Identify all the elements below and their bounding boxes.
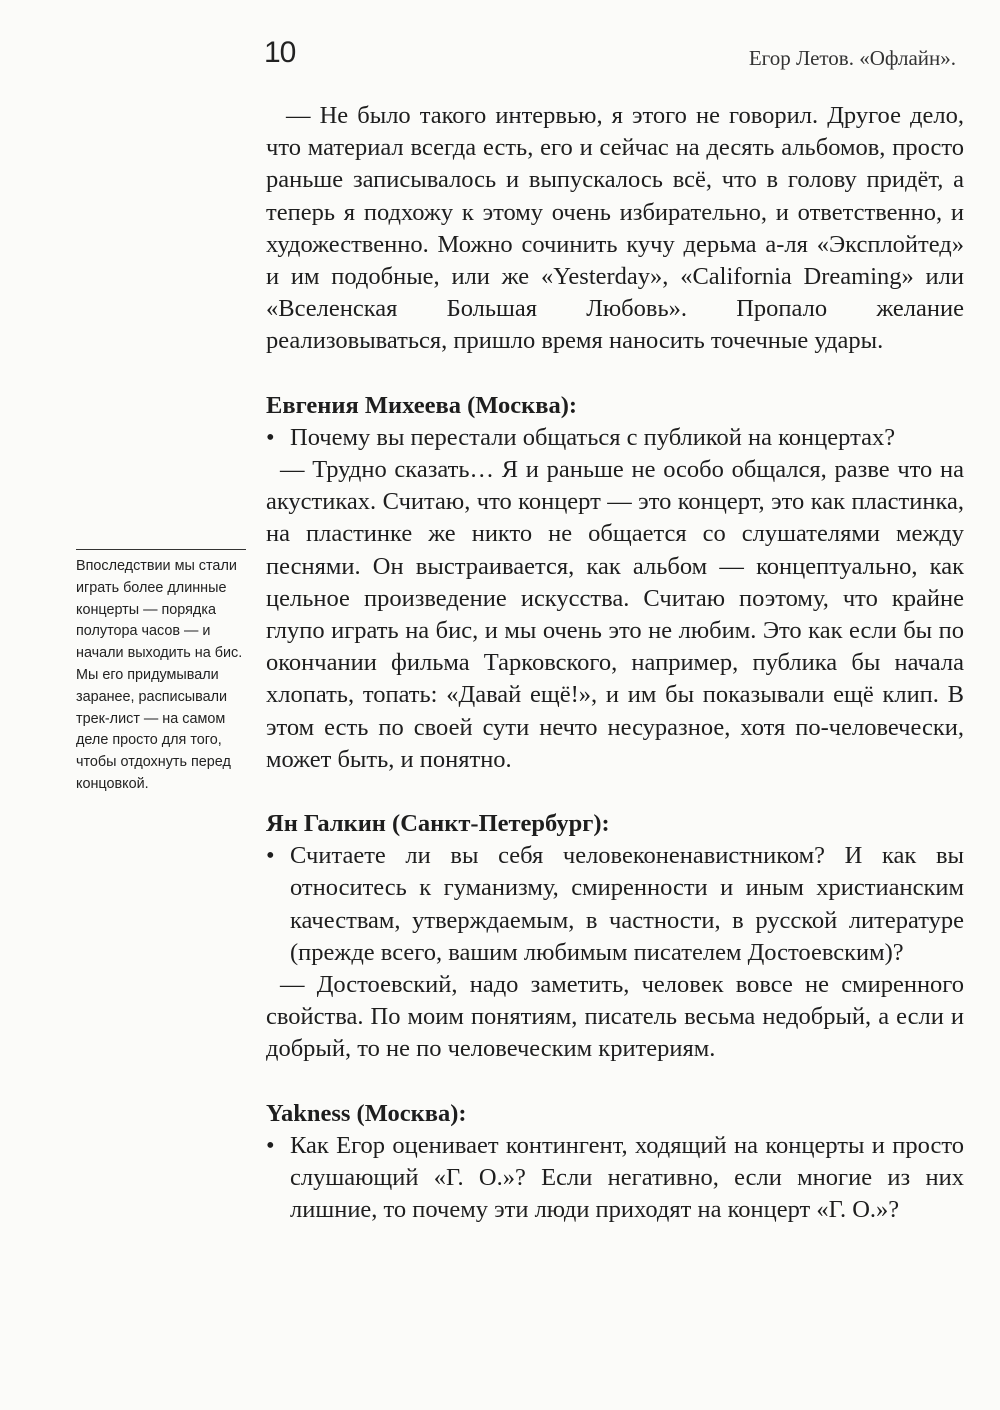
section-gap: [266, 776, 964, 808]
bullet-icon: •: [266, 1131, 275, 1159]
speaker-name: Ян Галкин (Санкт-Петербург):: [266, 810, 610, 838]
intro-answer: — Не было такого интервью, я этого не говорил. Другое дело, что материал всегда есть, его и сейчас на десять альбомов, просто раньше записывалось и выпускалось всё, что в голову придёт, а теперь я подхожу к этому очень избирательно, и ответственно, и художественно. Можно сочинить кучу дерьма а-ля «Эксплойтед» и им подобные, или же «Yesterday», «California Dreaming» или «Вселенская Большая Любовь». Пропало желание реализовываться, пришло время наносить точечные удары.: [266, 102, 964, 355]
question-text: Как Егор оценивает контингент, ходящий на концерты и просто слушающий «Г. О.»? Если негативно, если многие из них лишние, то почему эти люди приходят на концерт «Г. О.»?: [290, 1131, 964, 1224]
main-text: [266, 100, 964, 1227]
speaker-name: Yakness (Москва):: [266, 1099, 467, 1127]
section-gap: [266, 1066, 964, 1098]
section-gap: [266, 358, 964, 390]
answer: — Трудно сказать… Я и раньше не особо общался, разве что на акустиках. Считаю, что концерт — это концерт, это как пластинка, на пластинке же никто не общается со слушателями между песнями. Он выстраивается, как альбом — концептуально, как цельное произведение искусства. Считаю поэтому, что крайне глупо играть на бис, и мы очень это не любим. Это как если бы по окончании фильма Тарковского, например, публика бы начала хлопать, топать: «Давай ещё!», и им бы показывали ещё клип. В этом есть по своей сути нечто несуразное, хотя по-человечески, может быть, и понятно.: [266, 456, 964, 773]
running-header: Егор Летов. «Офлайн».: [748, 46, 956, 70]
question: [266, 422, 964, 454]
question: [266, 840, 964, 969]
question-text: Считаете ли вы себя человеконенавистником? И как вы относитесь к гуманизму, смиренности и иным христианским качествам, утверждаемым, в частности, в русской литературе (прежде всего, вашим любимым писателем Достоевским)?: [290, 842, 964, 966]
question: [266, 1130, 964, 1227]
bullet-icon: •: [266, 423, 275, 451]
page-number: 10: [264, 36, 296, 69]
sidebar-note: Впоследствии мы стали играть более длинные концерты — порядка полутора часов — и начали выходить на бис. Мы его придумывали заранее, расписывали трек-лист — на самом деле просто для того, чтобы отдохнуть перед концовкой.: [76, 549, 246, 796]
question-text: Почему вы перестали общаться с публикой на концертах?: [290, 423, 896, 451]
answer: — Достоевский, надо заметить, человек вовсе не смиренного свойства. По моим понятиям, писатель весьма недобрый, а если и добрый, то не по человеческим критериям.: [266, 971, 964, 1063]
speaker-name: Евгения Михеева (Москва):: [266, 391, 578, 419]
bullet-icon: •: [266, 842, 275, 870]
